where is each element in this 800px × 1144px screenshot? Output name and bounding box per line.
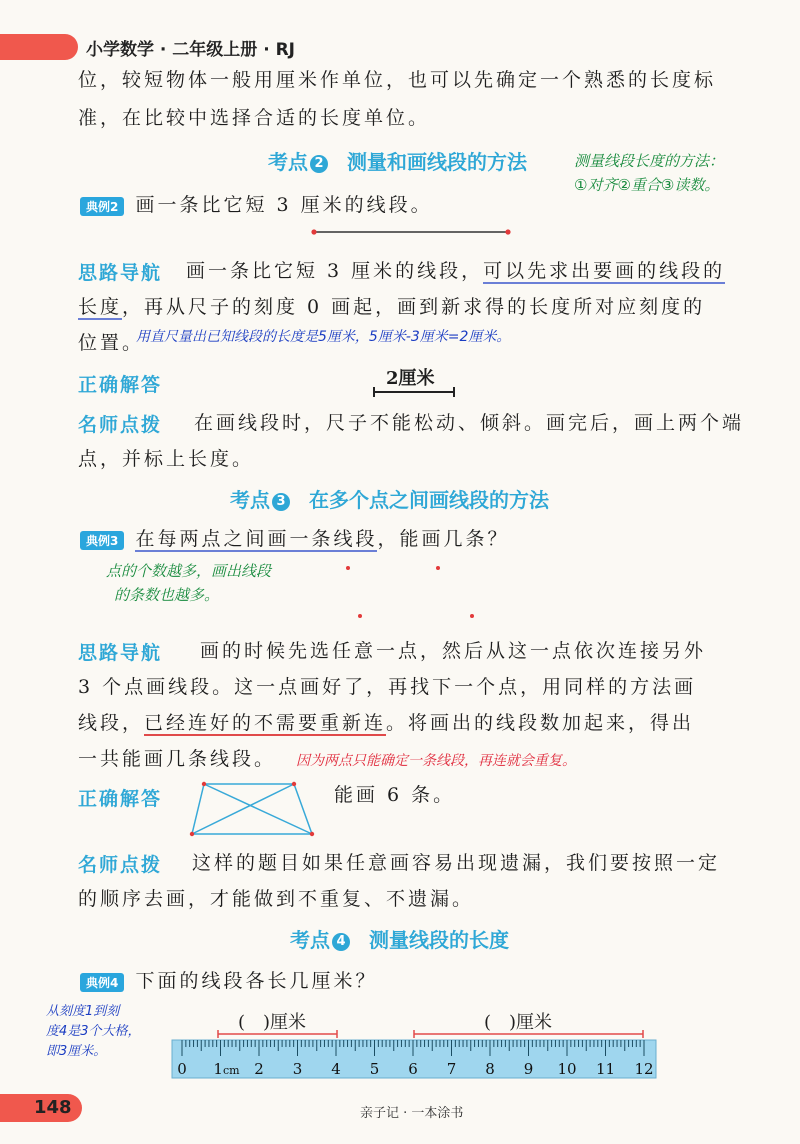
note-ex4-line2: 度4是3个大格， <box>46 1024 141 1039</box>
section-kp4-title: 测量线段的长度 <box>368 928 509 952</box>
guide-3-line2: 3 个点画线段。这一点画好了，再找下一个点，用同样的方法画 <box>78 676 697 698</box>
segment-1-answer: ( )厘米 <box>238 1012 307 1033</box>
note-kp2-line2: ①对齐②重合③读数。 <box>574 176 720 194</box>
tip-2-line1: 在画线段时，尺子不能松动、倾斜。画完后，画上两个端 <box>194 412 745 434</box>
guide-2-line2: 长度，再从尺子的刻度 0 画起，画到新求得的长度所对应刻度的 <box>78 296 706 318</box>
guide-2-line3: 位置。 <box>78 332 145 354</box>
note-ex4-line3: 即3厘米。 <box>46 1044 107 1059</box>
answer-3-label: 正确解答 <box>78 788 163 810</box>
ruler-label: 9 <box>523 1060 534 1078</box>
answer-3-diagram <box>186 778 326 840</box>
page-number: 148 <box>34 1097 72 1118</box>
ruler-label: 7 <box>446 1060 457 1078</box>
ruler-label: 1cm <box>213 1060 240 1078</box>
ruler-label: 10 <box>557 1060 577 1078</box>
ruler-label: 5 <box>369 1060 380 1078</box>
example-4 <box>80 966 377 996</box>
guide-3-line3: 线段，已经连好的不需要重新连。将画出的线段数加起来，得出 <box>78 712 695 734</box>
example-badge: 典例2 <box>80 197 124 216</box>
intro-line-1: 位，较短物体一般用厘米作单位，也可以先确定一个熟悉的长度标 <box>78 69 717 91</box>
note-ex4-line1: 从刻度1到刻 <box>46 1004 120 1019</box>
ruler-label: 4 <box>331 1060 341 1078</box>
answer-2-label: 正确解答 <box>78 374 163 396</box>
ruler-label: 6 <box>408 1060 418 1078</box>
tip-2-label: 名师点拨 <box>78 414 163 436</box>
example-2 <box>80 190 433 220</box>
ruler-label: 11 <box>595 1060 616 1078</box>
tip-3-label: 名师点拨 <box>78 854 163 876</box>
intro-line-2: 准，在比较中选择合适的长度单位。 <box>78 107 431 129</box>
tip-3-line1: 这样的题目如果任意画容易出现遗漏，我们要按照一定 <box>192 852 721 874</box>
answer-3-value: 能画 6 条。 <box>334 784 456 806</box>
example-4-question: 下面的线段各长几厘米？ <box>135 970 378 992</box>
section-kp2: 考点 2 测量和画线段的方法 <box>268 150 527 174</box>
ruler-label: 3 <box>292 1060 303 1078</box>
ruler-label: 8 <box>485 1060 495 1078</box>
example-badge: 典例3 <box>80 531 124 550</box>
ruler-label: 12 <box>634 1060 654 1078</box>
example-2-question: 画一条比它短 3 厘米的线段。 <box>135 194 433 216</box>
page-number-tab <box>0 1094 82 1122</box>
note-ex3-line1: 点的个数越多，画出线段 <box>106 562 272 580</box>
section-kp3: 考点 3 在多个点之间画线段的方法 <box>230 488 549 512</box>
guide-3-label: 思路导航 <box>78 642 163 664</box>
footer-brand: 亲子记 · 一本涂书 <box>360 1106 464 1121</box>
section-kp2-title: 测量和画线段的方法 <box>346 150 527 174</box>
given-segment <box>300 222 520 242</box>
ruler <box>170 1028 660 1082</box>
note-ex3-line2: 的条数也越多。 <box>114 586 220 604</box>
example-3-question: 在每两点之间画一条线段，能画几条？ <box>135 528 510 550</box>
ruler-label: 2 <box>254 1060 264 1078</box>
segment-2-answer: ( )厘米 <box>484 1012 553 1033</box>
header-bar <box>0 34 78 60</box>
answer-2-value: 2厘米 <box>386 368 435 389</box>
guide-3-note: 因为两点只能确定一条线段，再连就会重复。 <box>296 753 576 769</box>
guide-2-line1: 画一条比它短 3 厘米的线段，可以先求出要画的线段的 <box>186 260 726 282</box>
answer-2-segment <box>370 386 460 398</box>
example-3 <box>80 524 509 554</box>
book-title: 小学数学 · 二年级上册 · RJ <box>86 40 296 60</box>
tip-2-line2: 点，并标上长度。 <box>78 448 255 470</box>
four-points <box>330 560 490 630</box>
example-badge: 典例4 <box>80 973 124 992</box>
guide-3-line1: 画的时候先选任意一点，然后从这一点依次连接另外 <box>200 640 707 662</box>
guide-2-note: 用直尺量出已知线段的长度是5厘米，5厘米-3厘米=2厘米。 <box>136 329 511 345</box>
section-kp3-title: 在多个点之间画线段的方法 <box>308 488 549 512</box>
guide-2-label: 思路导航 <box>78 262 163 284</box>
tip-3-line2: 的顺序去画，才能做到不重复、不遗漏。 <box>78 888 475 910</box>
guide-3-line4: 一共能画几条线段。 <box>78 748 277 770</box>
section-kp4: 考点 4 测量线段的长度 <box>290 928 509 952</box>
ruler-label: 0 <box>177 1060 187 1078</box>
note-kp2-line1: 测量线段长度的方法： <box>574 152 725 170</box>
